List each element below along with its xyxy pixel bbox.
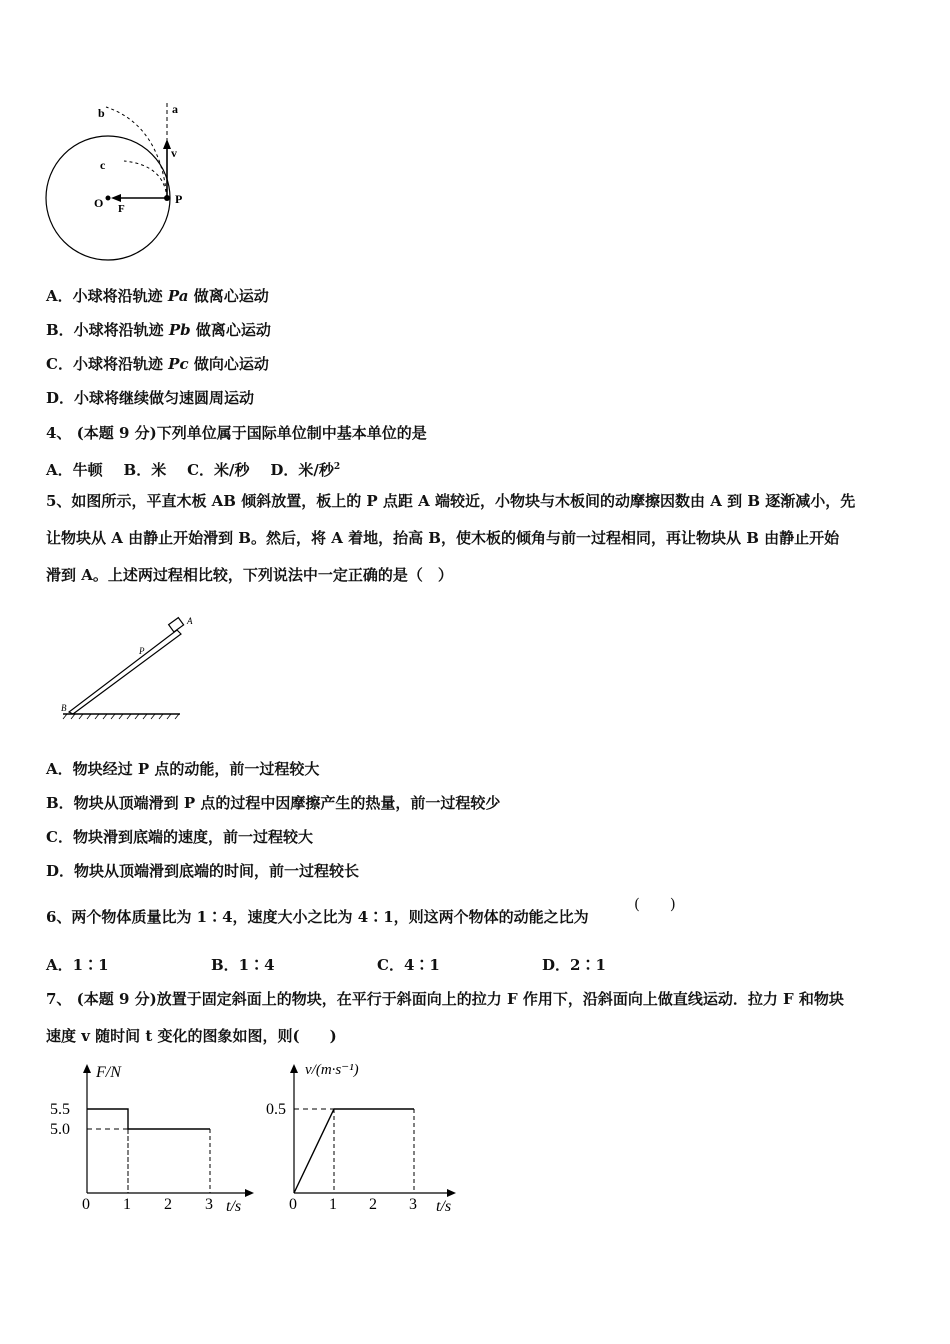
q5-stem-line1: 5、如图所示，平直木板 AB 倾斜放置，板上的 P 点距 A 端较近，小物块与木板间的动摩擦因数由 A 到 B 逐渐减小，先 xyxy=(46,492,856,510)
q7-stem-line2: 速度 v 随时间 t 变化的图象如图，则( ) xyxy=(46,1027,337,1045)
label-b: b xyxy=(98,106,105,120)
path-b xyxy=(106,107,167,198)
x-axis-arrow xyxy=(245,1189,254,1197)
x-tick-label: 2 xyxy=(369,1196,377,1213)
q6-option-a: A．1∶1 xyxy=(46,956,109,974)
y-axis-label: v/(m·s⁻¹) xyxy=(305,1062,359,1078)
q7-stem-line1: 7、 (本题 9 分)放置于固定斜面上的物块，在平行于斜面向上的拉力 F 作用下，沿斜面向上做直线运动．拉力 F 和物块 xyxy=(46,990,844,1008)
q6-option-d: D．2∶1 xyxy=(542,956,606,974)
block xyxy=(169,618,184,632)
x-tick-label: 0 xyxy=(289,1196,297,1213)
q4-option-c: C．米/秒 xyxy=(187,461,250,479)
q4-options xyxy=(46,457,340,480)
y-tick-label: 5.5 xyxy=(50,1101,70,1118)
q6-paren: ( ) xyxy=(634,895,676,913)
label-f: F xyxy=(118,203,125,215)
center-point xyxy=(106,196,111,201)
q4-stem: 4、 (本题 9 分)下列单位属于国际单位制中基本单位的是 xyxy=(46,424,427,442)
velocity-arrowhead xyxy=(163,139,171,149)
x-tick-label: 1 xyxy=(329,1196,337,1213)
q5-option-c: C．物块滑到底端的速度，前一过程较大 xyxy=(46,828,313,846)
q4-option-a: A．牛顿 xyxy=(46,461,103,479)
x-tick-label: 0 xyxy=(82,1196,90,1213)
y-tick-label: 5.0 xyxy=(50,1121,70,1138)
q6-option-c: C．4∶1 xyxy=(377,956,440,974)
x-axis-arrow xyxy=(447,1189,456,1197)
x-tick-label: 1 xyxy=(123,1196,131,1213)
x-tick-label: 3 xyxy=(205,1196,213,1213)
q4-option-d: D．米/秒 xyxy=(270,461,334,479)
q4-exponent: 2 xyxy=(333,462,341,472)
label-a: A xyxy=(187,616,193,626)
y-tick-label: 0.5 xyxy=(266,1101,286,1118)
y-axis-arrow xyxy=(290,1064,298,1073)
force-time-chart xyxy=(40,1055,260,1220)
incline-board-figure xyxy=(55,612,195,722)
series-line xyxy=(294,1109,414,1193)
label-p: P xyxy=(175,192,183,206)
y-axis-label: F/N xyxy=(96,1064,121,1081)
q5-option-d: D．物块从顶端滑到底端的时间，前一过程较长 xyxy=(46,862,360,880)
q5-option-b: B．物块从顶端滑到 P 点的过程中因摩擦产生的热量，前一过程较少 xyxy=(46,794,501,812)
x-tick-label: 2 xyxy=(164,1196,172,1213)
x-axis-label: t/s xyxy=(226,1198,242,1215)
velocity-time-chart xyxy=(260,1055,480,1220)
q3-option-b: B．小球将沿轨迹 Pb 做离心运动 xyxy=(46,321,271,339)
q6-stem: 6、两个物体质量比为 1∶4，速度大小之比为 4∶1，则这两个物体的动能之比为 xyxy=(46,908,589,926)
label-o: O xyxy=(94,196,104,210)
q5-stem-line2: 让物块从 A 由静止开始滑到 B。然后，将 A 着地，抬高 B，使木板的倾角与前一过程相同，再让物块从 B 由静止开始 xyxy=(46,529,840,547)
q4-option-b: B．米 xyxy=(123,461,167,479)
label-c: c xyxy=(100,158,106,172)
q5-option-a: A．物块经过 P 点的动能，前一过程较大 xyxy=(46,760,320,778)
label-a: a xyxy=(172,102,178,116)
q3-option-c: C．小球将沿轨迹 Pc 做向心运动 xyxy=(46,355,269,373)
ball-p xyxy=(164,195,170,201)
force-arrowhead xyxy=(111,194,121,202)
circular-motion-figure xyxy=(40,95,200,265)
q3-option-a: A．小球将沿轨迹 Pa 做离心运动 xyxy=(46,287,269,305)
x-axis-label: t/s xyxy=(436,1198,452,1215)
label-v: v xyxy=(171,146,177,160)
board-ab xyxy=(69,630,181,714)
q6-option-b: B．1∶4 xyxy=(211,956,275,974)
label-b: B xyxy=(61,703,67,713)
x-tick-label: 3 xyxy=(409,1196,417,1213)
label-p: P xyxy=(139,646,145,656)
series-line xyxy=(87,1109,210,1129)
ground-hatch xyxy=(63,714,179,719)
y-axis-arrow xyxy=(83,1064,91,1073)
q5-stem-line3: 滑到 A。上述两过程相比较，下列说法中一定正确的是（ ） xyxy=(46,566,453,584)
q3-option-d: D．小球将继续做匀速圆周运动 xyxy=(46,389,255,407)
